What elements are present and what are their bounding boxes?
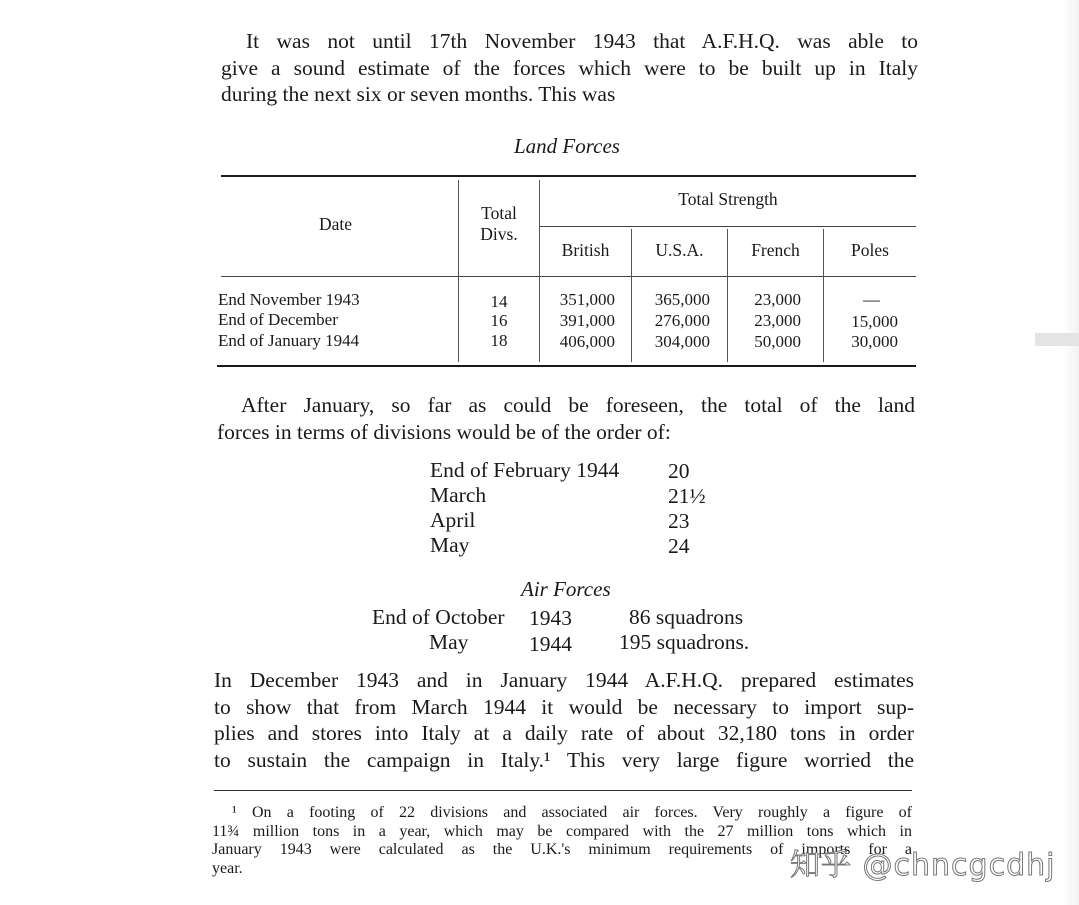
list-item-label: End of February 1944 bbox=[430, 458, 620, 482]
cell-usa: 365,000 bbox=[654, 290, 710, 309]
cell-british: 351,000 bbox=[559, 290, 615, 309]
footnote-rule bbox=[214, 790, 912, 791]
side-scroll-tab[interactable] bbox=[1035, 333, 1079, 346]
table-bottom-rule bbox=[217, 365, 916, 367]
december-line: to show that from March 1944 it would be necessary to import sup- bbox=[214, 694, 914, 719]
header-british: British bbox=[561, 240, 610, 260]
air-label: May bbox=[429, 630, 469, 654]
list-item-value: 24 bbox=[668, 534, 690, 558]
air-label: End of October bbox=[372, 605, 505, 629]
land-forces-heading: Land Forces bbox=[514, 134, 620, 158]
list-item-value: 20 bbox=[668, 459, 690, 483]
cell-british: 391,000 bbox=[559, 311, 615, 330]
cell-date: End of December bbox=[218, 310, 338, 329]
footnote-line: 11¾ million tons in a year, which may be compared with the 27 million tons which in bbox=[212, 822, 912, 840]
intro-paragraph bbox=[221, 28, 918, 108]
air-year: 1944 bbox=[529, 632, 572, 656]
after-january-paragraph bbox=[217, 392, 915, 445]
cell-date: End November 1943 bbox=[218, 290, 360, 309]
after-line: After January, so far as could be foreseen, the total of the land bbox=[241, 393, 915, 417]
header-usa: U.S.A. bbox=[655, 240, 704, 260]
december-line: to sustain the campaign in Italy.¹ This very large figure worried the bbox=[214, 747, 914, 772]
cell-divs: 16 bbox=[490, 311, 508, 330]
after-line: forces in terms of divisions would be of the order of: bbox=[217, 419, 671, 444]
december-paragraph bbox=[214, 667, 914, 773]
header-total-strength: Total Strength bbox=[678, 189, 778, 209]
header-total-divs-2: Divs. bbox=[480, 224, 518, 244]
footnote-line: year. bbox=[212, 859, 243, 877]
list-item-label: May bbox=[430, 533, 470, 557]
air-value: 86 squadrons bbox=[629, 605, 744, 629]
header-french: French bbox=[751, 240, 800, 260]
cell-usa: 276,000 bbox=[654, 311, 710, 330]
cell-usa: 304,000 bbox=[654, 332, 710, 351]
list-item-value: 21½ bbox=[668, 484, 706, 508]
footnote-line: January 1943 were calculated as the U.K.'s minimum requirements of imports for a bbox=[212, 841, 912, 858]
list-item-value: 23 bbox=[668, 509, 690, 533]
cell-french: 23,000 bbox=[754, 311, 801, 330]
cell-poles: — bbox=[863, 290, 880, 309]
watermark: 知乎 @chncgcdhj bbox=[790, 848, 1056, 883]
strength-underline bbox=[540, 226, 916, 227]
cell-poles: 30,000 bbox=[851, 332, 898, 351]
intro-line: give a sound estimate of the forces which were to be built up in Italy bbox=[221, 55, 918, 80]
cell-divs: 18 bbox=[490, 331, 508, 350]
intro-line: during the next six or seven months. This was bbox=[221, 82, 616, 106]
cell-date: End of January 1944 bbox=[218, 331, 360, 350]
header-date: Date bbox=[319, 214, 353, 234]
list-item-label: April bbox=[430, 508, 476, 532]
cell-french: 23,000 bbox=[754, 290, 801, 309]
cell-british: 406,000 bbox=[559, 332, 615, 351]
table-top-rule bbox=[221, 175, 916, 177]
air-forces-heading: Air Forces bbox=[521, 577, 611, 601]
header-total-divs-1: Total bbox=[481, 203, 517, 223]
air-value: 195 squadrons. bbox=[619, 630, 750, 654]
december-line: plies and stores into Italy at a daily rate of about 32,180 tons in order bbox=[214, 721, 914, 745]
footnote-line: ¹ On a footing of 22 divisions and associated air forces. Very roughly a figure of bbox=[232, 804, 912, 821]
header-poles: Poles bbox=[851, 240, 889, 260]
cell-french: 50,000 bbox=[754, 332, 801, 351]
page-edge-shade bbox=[1062, 0, 1079, 905]
list-item-label: March bbox=[430, 483, 487, 507]
cell-divs: 14 bbox=[490, 292, 508, 311]
cell-poles: 15,000 bbox=[851, 312, 898, 331]
col-divider-date bbox=[458, 180, 459, 362]
air-year: 1943 bbox=[529, 606, 572, 630]
intro-line: It was not until 17th November 1943 that A.F.H.Q. was able to bbox=[246, 29, 918, 53]
december-line: In December 1943 and in January 1944 A.F.H.Q. prepared estimates bbox=[214, 668, 914, 692]
header-bottom-rule bbox=[221, 276, 916, 277]
